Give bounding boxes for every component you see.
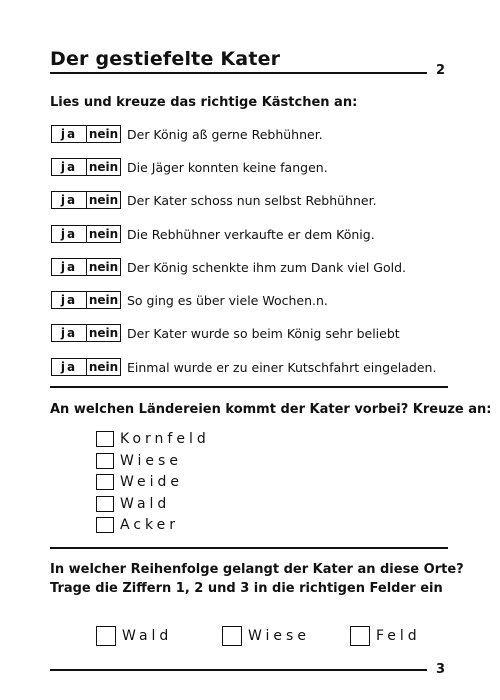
yes-box[interactable]: ja	[52, 192, 87, 208]
yes-no-box	[51, 191, 121, 209]
yes-no-box	[51, 291, 121, 309]
yes-box[interactable]: ja	[52, 325, 87, 341]
section-divider	[50, 386, 448, 388]
option-label: Kornfeld	[120, 431, 210, 447]
yes-no-box	[51, 358, 121, 376]
statement-row	[51, 290, 328, 310]
page-number-bottom: 3	[436, 662, 446, 677]
order-place-label: Wald	[122, 628, 173, 644]
option-checkbox[interactable]	[96, 517, 114, 533]
statement-row	[51, 124, 323, 144]
yes-no-box	[51, 225, 121, 243]
option-label: Acker	[120, 517, 180, 533]
statement-row	[51, 224, 375, 244]
no-box[interactable]: nein	[88, 260, 119, 274]
order-item-feld	[350, 626, 421, 646]
option-label: Wiese	[120, 453, 182, 469]
yes-no-box	[51, 158, 121, 176]
option-checkbox[interactable]	[96, 474, 114, 490]
option-row	[96, 495, 170, 513]
no-box[interactable]: nein	[88, 160, 119, 174]
statement-text: Die Rebhühner verkaufte er dem König.	[127, 226, 375, 242]
option-checkbox[interactable]	[96, 496, 114, 512]
option-label: Wald	[120, 496, 171, 512]
section3-question-line1: In welcher Reihenfolge gelangt der Kater an diese Orte?	[50, 562, 464, 577]
page-title: Der gestiefelte Kater	[50, 48, 281, 70]
no-box[interactable]: nein	[88, 127, 119, 141]
section3-question-line2: Trage die Ziffern 1, 2 und 3 in die richtigen Felder ein	[50, 581, 443, 596]
order-place-label: Wiese	[248, 628, 310, 644]
no-box[interactable]: nein	[88, 193, 119, 207]
yes-box[interactable]: ja	[52, 226, 87, 242]
option-row	[96, 473, 183, 491]
yes-box[interactable]: ja	[52, 292, 87, 308]
statement-text: Einmal wurde er zu einer Kutschfahrt eingeladen.	[127, 359, 437, 375]
yes-box[interactable]: ja	[52, 159, 87, 175]
option-row	[96, 430, 210, 448]
statement-row	[51, 323, 400, 343]
order-number-box[interactable]	[96, 626, 116, 646]
no-box[interactable]: nein	[88, 360, 119, 374]
statement-text: So ging es über viele Wochen.n.	[127, 292, 328, 308]
yes-no-box	[51, 324, 121, 342]
option-checkbox[interactable]	[96, 431, 114, 447]
option-row	[96, 452, 182, 470]
no-box[interactable]: nein	[88, 227, 119, 241]
yes-box[interactable]: ja	[52, 359, 87, 375]
statement-text: Der Kater schoss nun selbst Rebhühner.	[127, 192, 377, 208]
no-box[interactable]: nein	[88, 293, 119, 307]
option-row	[96, 516, 179, 534]
no-box[interactable]: nein	[88, 326, 119, 340]
statement-row	[51, 157, 328, 177]
statement-row	[51, 257, 406, 277]
section2-question: An welchen Ländereien kommt der Kater vorbei? Kreuze an:	[50, 402, 492, 417]
yes-box[interactable]: ja	[52, 259, 87, 275]
statement-row	[51, 357, 436, 377]
yes-box[interactable]: ja	[52, 126, 87, 142]
yes-no-box	[51, 258, 121, 276]
order-item-wiese	[222, 626, 310, 646]
title-rule	[50, 72, 427, 74]
option-checkbox[interactable]	[96, 453, 114, 469]
statement-text: Der König aß gerne Rebhühner.	[127, 126, 323, 142]
statement-text: Der König schenkte ihm zum Dank viel Gold.	[127, 259, 406, 275]
option-label: Weide	[120, 474, 184, 490]
yes-no-box	[51, 125, 121, 143]
statement-text: Der Kater wurde so beim König sehr beliebt	[127, 325, 400, 341]
page-number-top: 2	[436, 63, 446, 78]
section1-instruction: Lies und kreuze das richtige Kästchen an:	[50, 95, 358, 110]
order-number-box[interactable]	[350, 626, 370, 646]
order-item-wald	[96, 626, 172, 646]
statement-row	[51, 190, 377, 210]
order-number-box[interactable]	[222, 626, 242, 646]
section-divider	[50, 547, 448, 549]
footer-rule	[50, 669, 427, 671]
statement-text: Die Jäger konnten keine fangen.	[127, 159, 328, 175]
order-place-label: Feld	[376, 628, 421, 644]
